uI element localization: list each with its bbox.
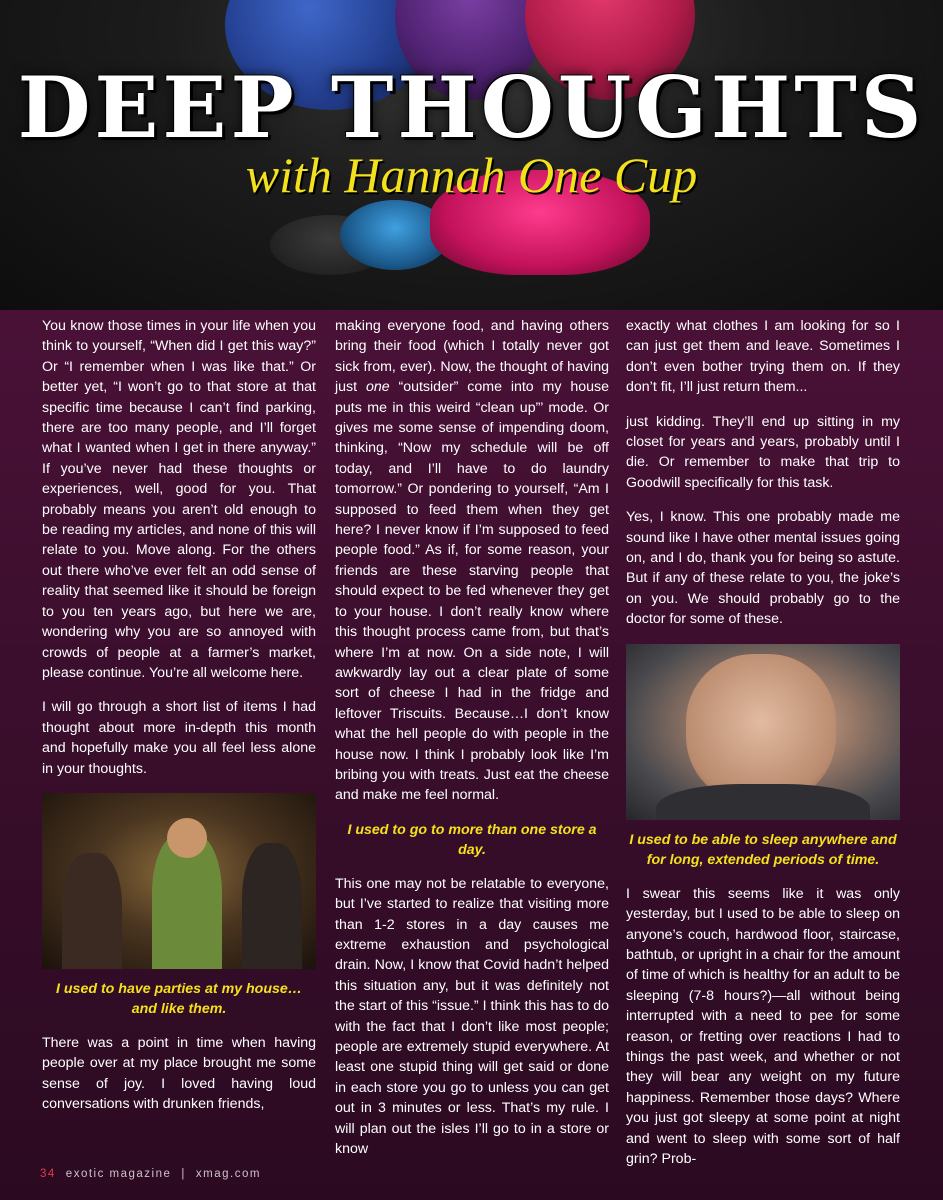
party-face — [167, 818, 207, 858]
section-heading: I used to go to more than one store a day. — [347, 821, 597, 858]
paragraph: You know those times in your life when you think to yourself, “When did I get this way?” Or “I remember when I was like that.” Or better yet, “I won’t go to that store at that specific time because I can’t find parking, there are too many people, and I’ll forget what I wanted when I get in there anyway.” If you’ve never had these thoughts or experiences, well, good for you. That probably means you aren’t old enough to be reading my articles, and none of this will relate to you. Move along. For the others out there who’ve ever felt an odd sense of reality that seemed like it should be foreign to you ten years ago, but here we are, wondering why you are so annoyed with crowds of people at a farmer’s market, please continue. You’re all welcome here. — [42, 318, 316, 681]
paragraph: just kidding. They’ll end up sitting in my closet for years and years, probably until I die. Or remember to make that trip to Goodwill specifically for this task. — [626, 413, 900, 491]
website-link: xmag.com — [195, 1168, 261, 1180]
paragraph: exactly what clothes I am looking for so I can just get them and leave. Sometimes I don’t even bother trying them on. If they don’t fit, I’ll just return them... — [626, 318, 900, 396]
column-1 — [42, 316, 316, 1129]
article-subtitle: with Hannah One Cup — [245, 147, 698, 203]
photo-caption: I used to have parties at my house… and like them. — [56, 980, 302, 1017]
suit-jacket — [656, 784, 870, 820]
paragraph-text: “outsider” come into my house puts me in this weird “clean up”’ mode. Or gives me some sense of impending doom, thinking, “Now my schedule will be off today, and I’ll have to do laundry tomorrow.” Or pondering to yourself, “Am I supposed to feed them when they get here? I never know if I’m supposed to feed people food.” As if, for some reason, your friends are these starving people that should expect to be fed whenever they get to your house. I don’t really know where this thought process came from, but that’s where I’m at now. On a side note, I will awkwardly lay out a clear plate of some sort of cheese I had in the fridge and leftover Triscuits. Because…I don’t know what the hell people do with people in the house now. I think I probably look like I’m bribing you with treats. Just eat the cheese and make me feel normal. — [335, 379, 609, 804]
magazine-name: exotic magazine — [65, 1168, 172, 1180]
page-number: 34 — [40, 1168, 56, 1180]
paragraph — [335, 316, 609, 806]
paragraph: This one may not be relatable to everyone, but I’ve started to realize that visiting more than 1-2 stores in a day causes me extreme exhaustion and psychological drain. Now, I know that Covid hadn’t helped this situation any, but it was definitely not the start of this “issue.” I think this has to do with the fact that I don’t like most people; people are extremely stupid everywhere. At least one stupid thing will get said or done in each store you go to unless you can get out in 3 minutes or less. That’s my rule. I will plan out the isles I’ll go to in a store or know — [335, 875, 609, 1158]
photo-caption: I used to be able to sleep anywhere and for long, extended periods of time. — [629, 831, 897, 868]
sleeping-face — [686, 654, 836, 804]
page-footer — [40, 1168, 261, 1180]
paragraph: There was a point in time when having people over at my place brought me some sense of joy. I loved having loud conversations with drunken friends, — [42, 1034, 316, 1113]
party-photo — [42, 793, 316, 969]
footer-separator: | — [181, 1168, 186, 1180]
header-banner — [0, 0, 943, 310]
emphasis-text: one — [365, 379, 390, 396]
party-figure — [242, 843, 302, 969]
column-2 — [335, 316, 609, 1173]
party-figure — [62, 853, 122, 969]
paragraph: Yes, I know. This one probably made me sound like I have other mental issues going on, and I do, thank you for being so astute. But if any of these relate to you, the joke’s on you. We should probably go to the doctor for some of these. — [626, 509, 900, 628]
paragraph-text: making everyone food, and having others bring their food (which I totally never got sick from, ever). Now, the thought of having just — [335, 318, 609, 396]
article-title: DEEP THOUGHTS — [17, 58, 926, 157]
sleeping-man-photo — [626, 644, 900, 820]
paragraph: I will go through a short list of items I had thought about more in-depth this month and hopefully make you all feel less alone in your thoughts. — [42, 699, 316, 777]
column-3 — [626, 316, 900, 1183]
paragraph: I swear this seems like it was only yesterday, but I used to be able to sleep on anyone’s couch, hardwood floor, staircase, bathtub, or upright in a chair for the amount of time of which is healthy for an adult to be sleeping (7-8 hours?)—all without being interrupted with a need to pee for some reason, or fretting over reactions I had to things the past week, and whether or not they will bear any weight on my future happiness. Remember those days? Where you just got sleepy at some point at night and went to sleep with some sort of half grin? Prob- — [626, 885, 900, 1167]
